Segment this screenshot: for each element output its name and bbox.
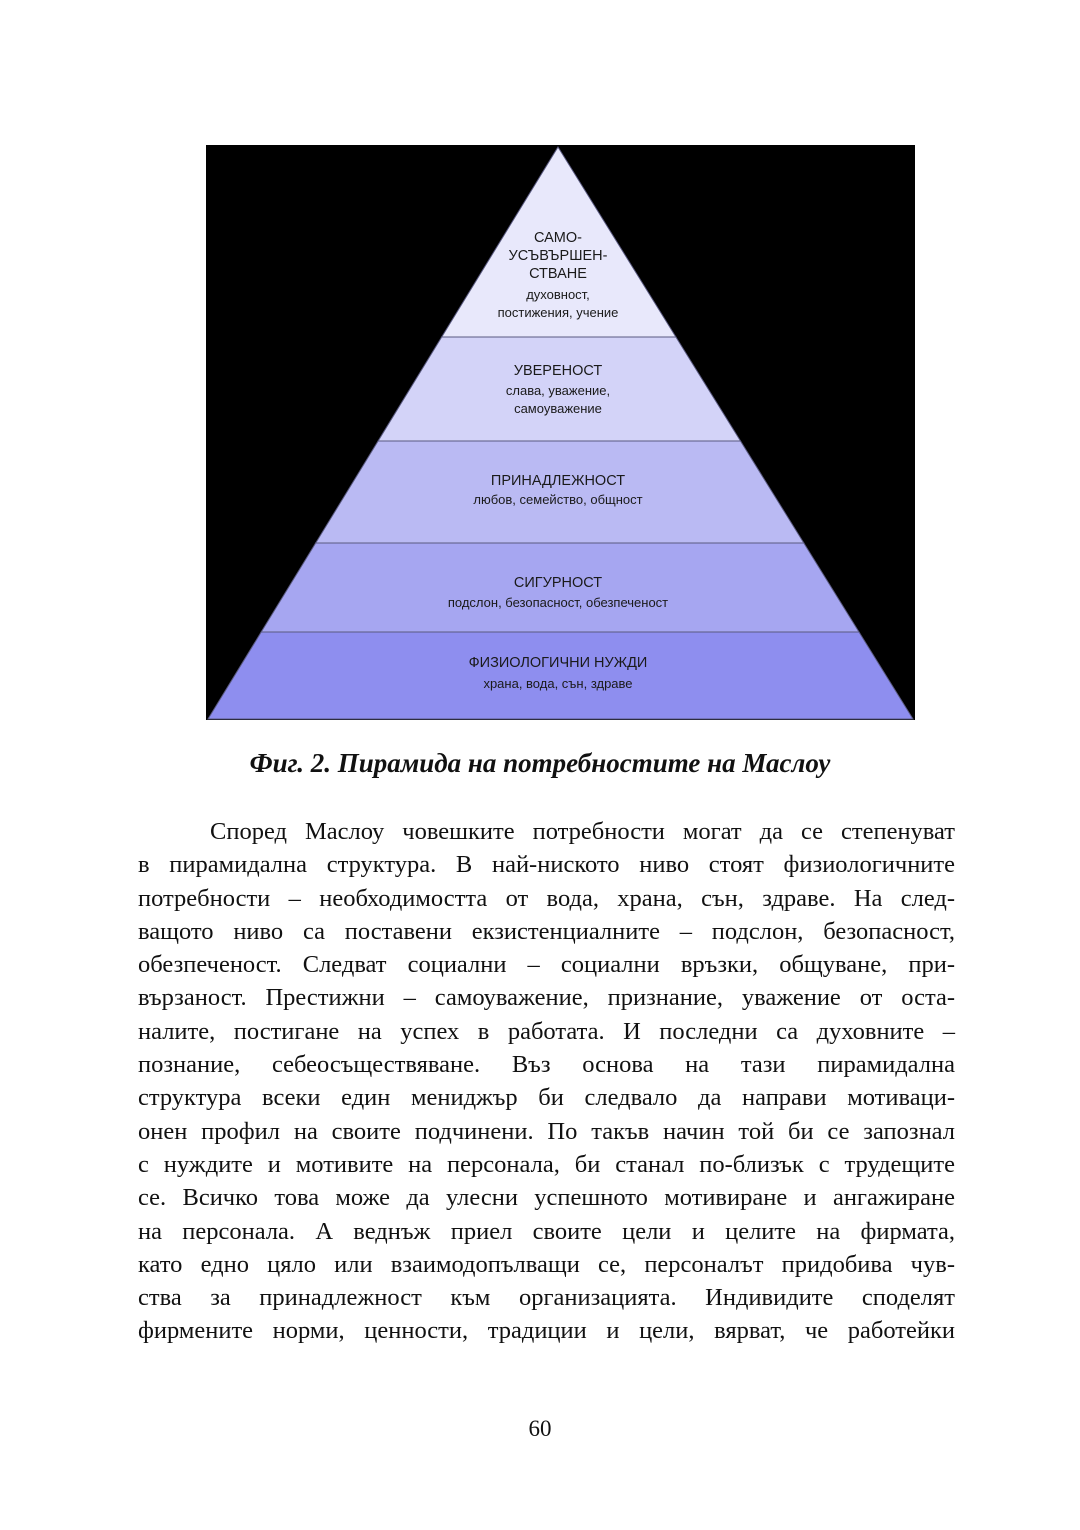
pyramid-diagram (206, 145, 915, 720)
body-paragraph (138, 815, 955, 1348)
paragraph-line: обезпеченост. Следват социални – социални връзки, общуване, при- (138, 951, 955, 979)
figure-caption: Фиг. 2. Пирамида на потребностите на Маслоу (249, 748, 831, 778)
paragraph-line: Според Маслоу човешките потребности могат да се степенуват (210, 818, 955, 845)
paragraph-line: като едно цяло или взаимодопълващи се, персоналът придобива чув- (138, 1250, 955, 1278)
pyramid-level-title: СТВАНЕ (529, 266, 587, 282)
paragraph-line: ства за принадлежност към организацията. Индивидите споделят (138, 1284, 955, 1312)
pyramid-level-subtitle: постижения, учение (497, 305, 619, 320)
paragraph-line: структура всеки един мениджър би следвало да направи мотиваци- (138, 1084, 955, 1112)
pyramid-level-title: УСЪВЪРШЕН- (508, 248, 608, 264)
pyramid-level-title: САМО- (533, 230, 583, 246)
pyramid-level-title: УВЕРЕНОСТ (513, 363, 603, 379)
pyramid-level-subtitle: любов, семейство, общност (473, 492, 643, 507)
pyramid-level-title: ПРИНАДЛЕЖНОСТ (490, 473, 626, 489)
paragraph-line: онен профил на своите подчинени. По такъв начин той би се запознал (138, 1117, 955, 1145)
paragraph-line: се. Всичко това може да улесни успешното мотивиране и ангажиране (138, 1184, 955, 1212)
paragraph-line: вързаност. Престижни – самоуважение, признание, уважение от оста- (138, 984, 955, 1012)
paragraph-line: потребности – необходимостта от вода, храна, сън, здраве. На след- (138, 884, 955, 912)
pyramid-level-subtitle: слава, уважение, (505, 383, 611, 398)
pyramid-level-subtitle: самоуважение (514, 401, 602, 416)
paragraph-line: в пирамидална структура. В най-ниското ниво стоят физиологичните (138, 851, 955, 879)
paragraph-line: с нуждите и мотивите на персонала, би станал по-близък с трудещите (138, 1150, 955, 1178)
pyramid-level-subtitle: подслон, безопасност, обезпеченост (447, 595, 669, 610)
paragraph-line: познание, себеосъществяване. Въз основа на тази пирамидална (138, 1051, 955, 1079)
paragraph-line: налите, постигане на успех в работата. И последни са духовните – (138, 1017, 955, 1045)
page-number: 60 (528, 1416, 552, 1441)
paragraph-line: фирмените норми, ценности, традиции и цели, вярват, че работейки (138, 1317, 955, 1345)
pyramid-level-subtitle: храна, вода, сън, здраве (483, 676, 633, 691)
pyramid-level-subtitle: духовност, (526, 287, 590, 302)
pyramid-level-title: ФИЗИОЛОГИЧНИ НУЖДИ (468, 655, 648, 671)
pyramid-level-title: СИГУРНОСТ (513, 575, 603, 591)
paragraph-line: ващото ниво са поставени екзистенциалните – подслон, безопасност, (138, 917, 955, 945)
maslow-pyramid-figure (206, 145, 915, 720)
paragraph-line: на персонала. А веднъж приел своите цели и целите на фирмата, (138, 1217, 955, 1245)
